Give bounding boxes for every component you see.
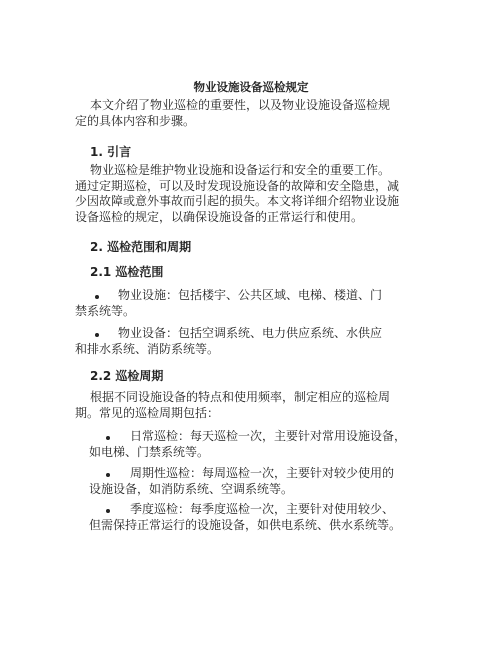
section-1-line: 少因故障或意外事故而引起的损失。本文将详细介绍物业设施: [75, 194, 400, 208]
list-item-line: 周期性巡检：每周巡检一次，主要针对较少使用的: [130, 466, 395, 480]
list-item-line: 设施设备，如消防系统、空调系统等。: [89, 481, 294, 496]
list-item-line: 季度巡检：每季度巡检一次，主要针对使用较少、: [130, 502, 395, 516]
section-heading-1: 1. 引言: [90, 145, 132, 159]
list-item-line: 物业设施：包括楼宇、公共区域、电梯、楼道、门: [118, 288, 383, 302]
section-2-2-line: 根据不同设施设备的特点和使用频率，制定相应的巡检周: [90, 390, 391, 404]
section-heading-2: 2. 巡检范围和周期: [90, 240, 192, 254]
list-item: [89, 466, 395, 497]
intro-line: 定的具体内容和步骤。: [75, 113, 196, 128]
bullet-icon: [95, 295, 99, 299]
list-item: [75, 288, 383, 319]
list-item-line: 和排水系统、消防系统等。: [75, 341, 220, 356]
list-item-line: 物业设备：包括空调系统、电力供应系统、水供应: [118, 326, 383, 340]
section-1-line: 物业巡检是维护物业设施和设备运行和安全的重要工作。: [90, 163, 391, 177]
section-1-line: 通过定期巡检，可以及时发现设施设备的故障和安全隐患，减: [75, 178, 400, 193]
list-item-line: 但需保持正常运行的设施设备，如供电系统、供水系统等。: [89, 517, 402, 532]
list-item-line: 禁系统等。: [75, 303, 136, 318]
bullet-icon: [95, 333, 99, 337]
intro-paragraph: [75, 98, 391, 129]
section-1-paragraph: [75, 163, 400, 225]
section-2-2-paragraph: [75, 390, 391, 421]
list-item: [89, 502, 402, 533]
list-item: [89, 429, 407, 460]
list-item-line: 如电梯、门禁系统等。: [89, 444, 210, 459]
section-2-2-line: 期。常见的巡检周期包括：: [75, 405, 220, 420]
intro-line: 本文介绍了物业巡检的重要性，以及物业设施设备巡检规: [90, 98, 391, 112]
document-title: 物业设施设备巡检规定: [193, 80, 309, 94]
subsection-heading-2-2: 2.2 巡检周期: [90, 369, 164, 383]
list-item-line: 日常巡检：每天巡检一次，主要针对常用设施设备，: [130, 429, 407, 443]
list-item: [75, 326, 383, 357]
section-1-line: 设备巡检的规定，以确保设施设备的正常运行和使用。: [75, 209, 364, 224]
subsection-heading-2-1: 2.1 巡检范围: [90, 265, 164, 279]
